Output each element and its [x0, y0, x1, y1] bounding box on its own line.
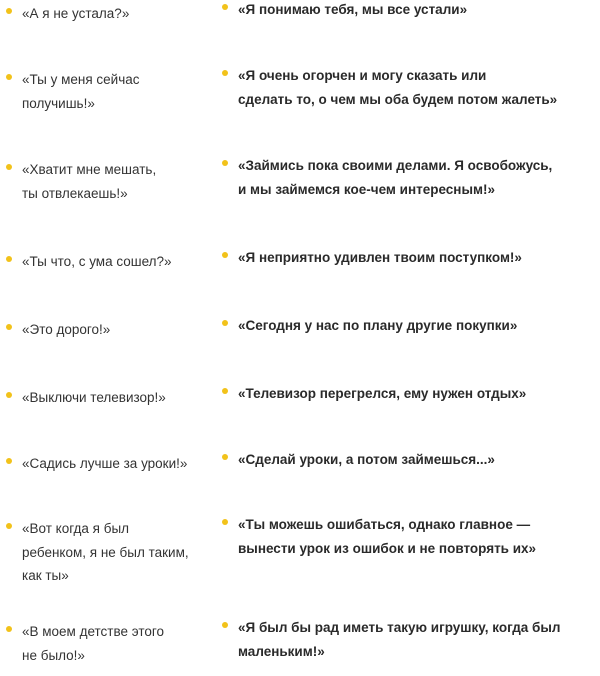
bullet-icon — [6, 324, 12, 330]
phrase-to-avoid-text: «Ты что, с ума сошел?» — [22, 254, 172, 269]
recommended-phrase-text: «Я очень огорчен и могу сказать или сделать то, о чем мы оба будем потом жалеть» — [238, 68, 558, 107]
phrase-to-avoid-text: «А я не устала?» — [22, 6, 130, 21]
recommended-phrase — [222, 616, 594, 663]
bullet-icon — [6, 74, 12, 80]
recommended-phrase — [222, 64, 594, 111]
bullet-icon — [6, 164, 12, 170]
recommended-phrase — [222, 382, 594, 406]
phrase-to-avoid — [6, 318, 211, 342]
phrase-to-avoid — [6, 386, 211, 410]
recommended-phrase — [222, 154, 594, 201]
phrase-to-avoid — [6, 2, 211, 26]
phrase-to-avoid-text: «Хватит мне мешать, ты отвлекаешь!» — [22, 162, 157, 201]
recommended-phrase — [222, 0, 594, 22]
phrase-to-avoid — [6, 158, 211, 205]
recommended-phrase — [222, 314, 594, 338]
phrase-to-avoid — [6, 250, 211, 274]
bullet-icon — [6, 458, 12, 464]
bullet-icon — [222, 252, 228, 258]
recommended-phrase — [222, 448, 594, 472]
recommended-phrase-text: «Я неприятно удивлен твоим поступком!» — [238, 250, 522, 265]
bullet-icon — [222, 160, 228, 166]
recommended-phrase-text: «Я понимаю тебя, мы все устали» — [238, 2, 468, 17]
bullet-icon — [222, 4, 228, 10]
recommended-phrase-text: «Ты можешь ошибаться, однако главное — вынести урок из ошибок и не повторять их» — [238, 517, 537, 556]
recommended-phrase-text: «Я был бы рад иметь такую игрушку, когда был маленьким!» — [238, 620, 561, 659]
recommended-phrase — [222, 246, 594, 270]
phrase-to-avoid — [6, 517, 211, 588]
bullet-icon — [222, 320, 228, 326]
phrase-to-avoid-text: «Это дорого!» — [22, 322, 111, 337]
bullet-icon — [222, 454, 228, 460]
phrase-to-avoid-text: «В моем детстве этого не было!» — [22, 624, 165, 663]
phrase-to-avoid — [6, 620, 211, 667]
phrase-to-avoid — [6, 68, 211, 115]
bullet-icon — [6, 8, 12, 14]
recommended-phrase-text: «Сегодня у нас по плану другие покупки» — [238, 318, 518, 333]
bullet-icon — [222, 388, 228, 394]
bullet-icon — [6, 523, 12, 529]
recommended-phrase-text: «Сделай уроки, а потом займешься...» — [238, 452, 495, 467]
bullet-icon — [222, 70, 228, 76]
bullet-icon — [6, 626, 12, 632]
bullet-icon — [222, 519, 228, 525]
recommended-phrase-text: «Займись пока своими делами. Я освобожусь, и мы займемся кое-чем интересным!» — [238, 158, 553, 197]
recommended-phrase-text: «Телевизор перегрелся, ему нужен отдых» — [238, 386, 527, 401]
phrase-to-avoid-text: «Выключи телевизор!» — [22, 390, 166, 405]
phrase-to-avoid — [6, 452, 211, 476]
phrase-to-avoid-text: «Садись лучше за уроки!» — [22, 456, 188, 471]
bullet-icon — [6, 256, 12, 262]
phrase-to-avoid-text: «Ты у меня сейчас получишь!» — [22, 72, 140, 111]
recommended-phrase — [222, 513, 594, 560]
phrase-to-avoid-text: «Вот когда я был ребенком, я не был таким, как ты» — [22, 521, 189, 583]
bullet-icon — [6, 392, 12, 398]
bullet-icon — [222, 622, 228, 628]
